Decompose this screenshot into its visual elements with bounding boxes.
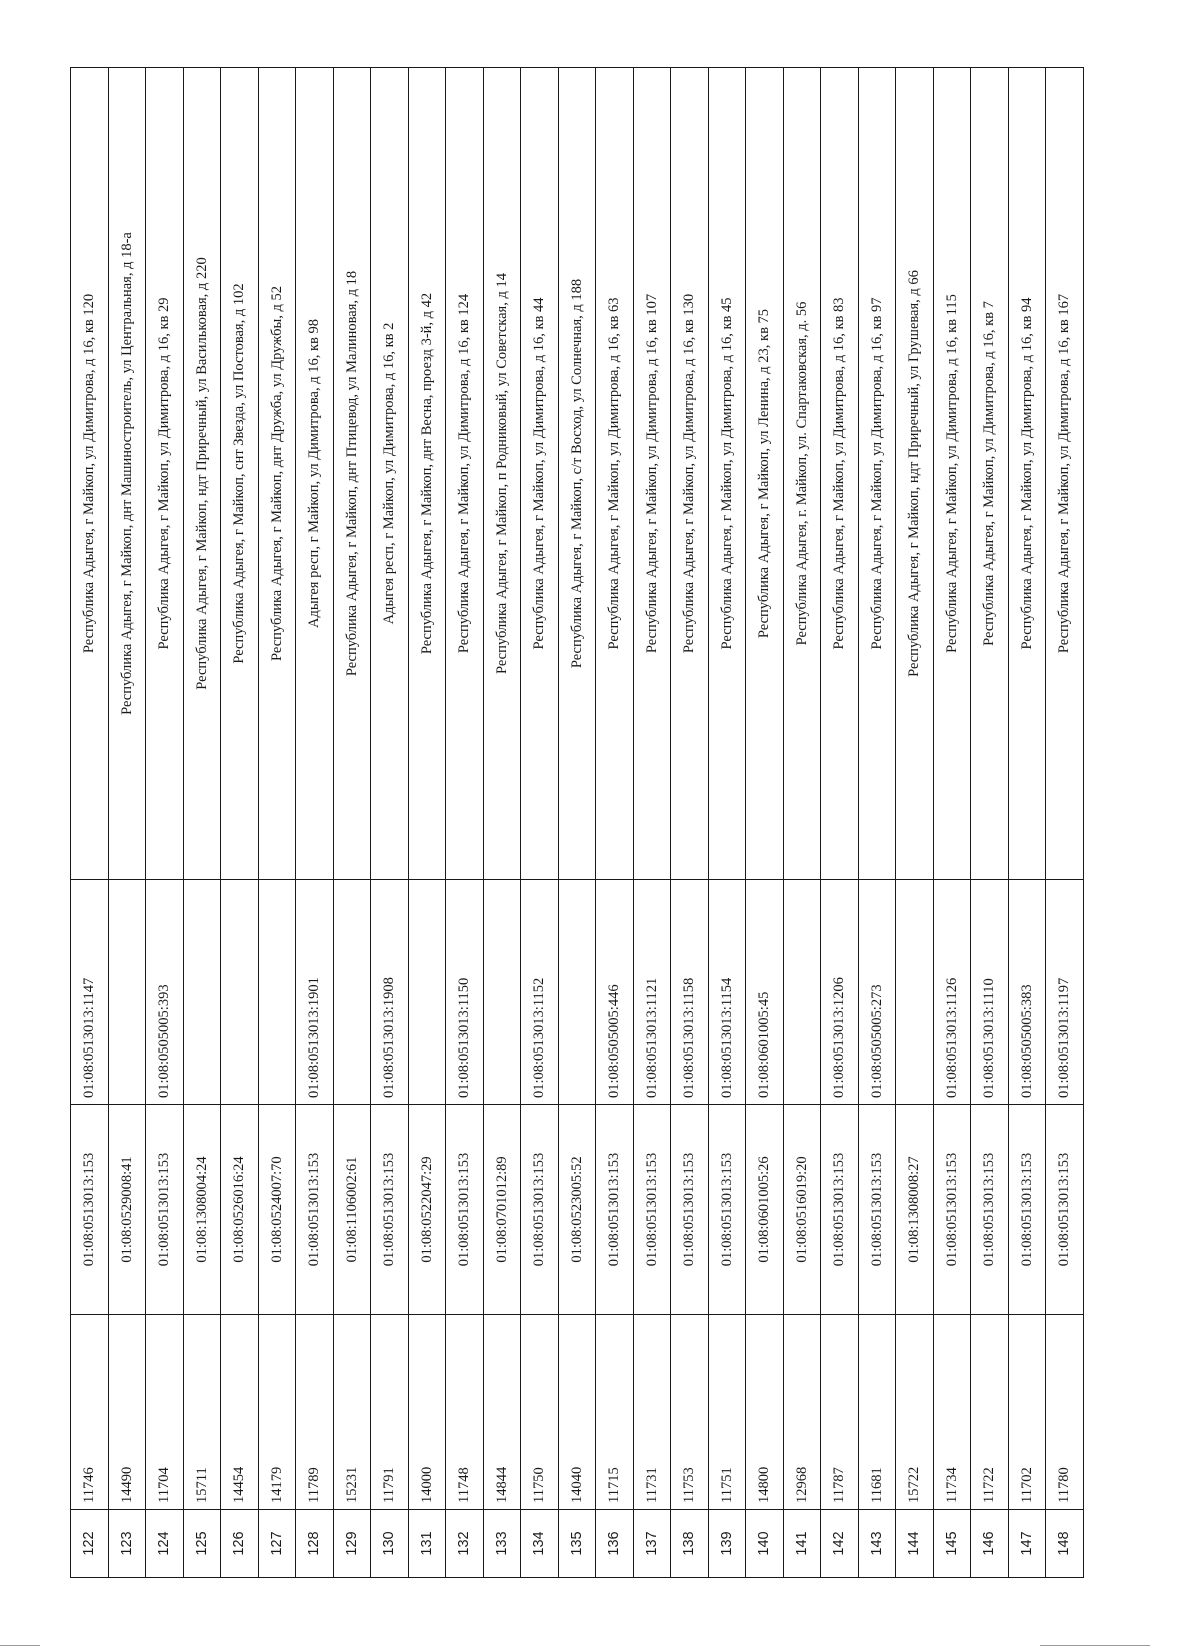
quarter-number: 01:08:0522047:29 bbox=[408, 1105, 446, 1315]
table-row bbox=[296, 68, 334, 1578]
table-row bbox=[971, 68, 1009, 1578]
cadastral-number: 01:08:0513013:1147 bbox=[71, 880, 109, 1105]
table-row bbox=[708, 68, 746, 1578]
row-number: 137 bbox=[633, 1510, 671, 1578]
table-row bbox=[146, 68, 184, 1578]
address: Республика Адыгея, г Майкоп, ул Димитрова, д 16, кв 63 bbox=[596, 68, 634, 880]
cadastral-number: 01:08:0513013:1110 bbox=[971, 880, 1009, 1105]
table-row bbox=[933, 68, 971, 1578]
table-row bbox=[71, 68, 109, 1578]
quarter-number: 01:08:0513013:153 bbox=[146, 1105, 184, 1315]
quarter-number: 01:08:0513013:153 bbox=[821, 1105, 859, 1315]
cadastral-number bbox=[333, 880, 371, 1105]
table-row bbox=[258, 68, 296, 1578]
table-row bbox=[596, 68, 634, 1578]
cadastral-number: 01:08:0505005:383 bbox=[1008, 880, 1046, 1105]
object-id: 14000 bbox=[408, 1315, 446, 1510]
address: Республика Адыгея, г Майкоп, ул Димитрова, д 16, кв 107 bbox=[633, 68, 671, 880]
address: Республика Адыгея, г Майкоп, ндт Приречный, ул Грушевая, д 66 bbox=[896, 68, 934, 880]
table-row bbox=[821, 68, 859, 1578]
object-id: 11734 bbox=[933, 1315, 971, 1510]
cadastral-number: 01:08:0513013:1121 bbox=[633, 880, 671, 1105]
object-id: 14040 bbox=[558, 1315, 596, 1510]
row-number: 127 bbox=[258, 1510, 296, 1578]
address: Республика Адыгея, г. Майкоп, ул. Спартаковская, д. 56 bbox=[783, 68, 821, 880]
quarter-number: 01:08:0516019:20 bbox=[783, 1105, 821, 1315]
table-row bbox=[558, 68, 596, 1578]
quarter-number: 01:08:0513013:153 bbox=[971, 1105, 1009, 1315]
object-id: 15711 bbox=[183, 1315, 221, 1510]
cadastral-number bbox=[408, 880, 446, 1105]
row-number: 135 bbox=[558, 1510, 596, 1578]
row-number: 148 bbox=[1046, 1510, 1084, 1578]
object-id: 14800 bbox=[746, 1315, 784, 1510]
row-number: 147 bbox=[1008, 1510, 1046, 1578]
object-id: 12968 bbox=[783, 1315, 821, 1510]
cadastral-number bbox=[896, 880, 934, 1105]
address: Республика Адыгея, г Майкоп, ул Димитрова, д 16, кв 167 bbox=[1046, 68, 1084, 880]
address: Республика Адыгея, г Майкоп, ул Димитрова, д 16, кв 124 bbox=[446, 68, 484, 880]
cadastral-number: 01:08:0513013:1901 bbox=[296, 880, 334, 1105]
cadastral-number: 01:08:0513013:1152 bbox=[521, 880, 559, 1105]
table-row bbox=[896, 68, 934, 1578]
object-id: 15722 bbox=[896, 1315, 934, 1510]
object-id: 11704 bbox=[146, 1315, 184, 1510]
quarter-number: 01:08:0513013:153 bbox=[858, 1105, 896, 1315]
quarter-number: 01:08:1308008:27 bbox=[896, 1105, 934, 1315]
address: Республика Адыгея, г Майкоп, ндт Приречный, ул Васильковая, д 220 bbox=[183, 68, 221, 880]
address: Республика Адыгея, г Майкоп, днт Дружба, ул Дружбы, д 52 bbox=[258, 68, 296, 880]
address: Республика Адыгея, г Майкоп, ул Ленина, д 23, кв 75 bbox=[746, 68, 784, 880]
quarter-number: 01:08:0601005:26 bbox=[746, 1105, 784, 1315]
quarter-number: 01:08:0513013:153 bbox=[1046, 1105, 1084, 1315]
table-row bbox=[1046, 68, 1084, 1578]
quarter-number: 01:08:0513013:153 bbox=[296, 1105, 334, 1315]
cadastral-number: 01:08:0505005:393 bbox=[146, 880, 184, 1105]
object-id: 11748 bbox=[446, 1315, 484, 1510]
row-number: 136 bbox=[596, 1510, 634, 1578]
cadastral-number: 01:08:0513013:1197 bbox=[1046, 880, 1084, 1105]
row-number: 141 bbox=[783, 1510, 821, 1578]
cadastral-number: 01:08:0513013:1908 bbox=[371, 880, 409, 1105]
cadastral-number bbox=[483, 880, 521, 1105]
quarter-number: 01:08:1106002:61 bbox=[333, 1105, 371, 1315]
row-number: 145 bbox=[933, 1510, 971, 1578]
scan-artifact-left bbox=[0, 1645, 40, 1646]
row-number: 134 bbox=[521, 1510, 559, 1578]
table-row bbox=[521, 68, 559, 1578]
object-id: 11751 bbox=[708, 1315, 746, 1510]
cadastral-number bbox=[108, 880, 146, 1105]
object-id: 11722 bbox=[971, 1315, 1009, 1510]
table-row bbox=[333, 68, 371, 1578]
row-number: 125 bbox=[183, 1510, 221, 1578]
table-row bbox=[371, 68, 409, 1578]
object-id: 11731 bbox=[633, 1315, 671, 1510]
object-id: 11787 bbox=[821, 1315, 859, 1510]
rotated-page bbox=[70, 68, 1085, 1578]
quarter-number: 01:08:0523005:52 bbox=[558, 1105, 596, 1315]
quarter-number: 01:08:0513013:153 bbox=[671, 1105, 709, 1315]
row-number: 131 bbox=[408, 1510, 446, 1578]
registry-table bbox=[70, 67, 1084, 1578]
quarter-number: 01:08:0529008:41 bbox=[108, 1105, 146, 1315]
table-row bbox=[108, 68, 146, 1578]
row-number: 140 bbox=[746, 1510, 784, 1578]
table-row bbox=[1008, 68, 1046, 1578]
cadastral-number: 01:08:0513013:1158 bbox=[671, 880, 709, 1105]
object-id: 11780 bbox=[1046, 1315, 1084, 1510]
address: Республика Адыгея, г Майкоп, снт Звезда, ул Постовая, д 102 bbox=[221, 68, 259, 880]
address: Республика Адыгея, г Майкоп, ул Димитрова, д 16, кв 83 bbox=[821, 68, 859, 880]
quarter-number: 01:08:0524007:70 bbox=[258, 1105, 296, 1315]
object-id: 14490 bbox=[108, 1315, 146, 1510]
cadastral-number: 01:08:0513013:1154 bbox=[708, 880, 746, 1105]
address: Адыгея респ, г Майкоп, ул Димитрова, д 16, кв 2 bbox=[371, 68, 409, 880]
address: Республика Адыгея, г Майкоп, днт Весна, проезд 3-й, д 42 bbox=[408, 68, 446, 880]
address: Республика Адыгея, г Майкоп, днт Машиностроитель, ул Центральная, д 18-а bbox=[108, 68, 146, 880]
object-id: 11753 bbox=[671, 1315, 709, 1510]
cadastral-number: 01:08:0513013:1126 bbox=[933, 880, 971, 1105]
table-row bbox=[221, 68, 259, 1578]
address: Адыгея респ, г Майкоп, ул Димитрова, д 16, кв 98 bbox=[296, 68, 334, 880]
object-id: 11681 bbox=[858, 1315, 896, 1510]
row-number: 133 bbox=[483, 1510, 521, 1578]
quarter-number: 01:08:0513013:153 bbox=[71, 1105, 109, 1315]
cadastral-number: 01:08:0505005:273 bbox=[858, 880, 896, 1105]
cadastral-number: 01:08:0513013:1206 bbox=[821, 880, 859, 1105]
scan-artifact-right bbox=[1040, 1645, 1150, 1646]
cadastral-number: 01:08:0601005:45 bbox=[746, 880, 784, 1105]
address: Республика Адыгея, г Майкоп, днт Птицевод, ул Малиновая, д 18 bbox=[333, 68, 371, 880]
row-number: 143 bbox=[858, 1510, 896, 1578]
quarter-number: 01:08:0513013:153 bbox=[446, 1105, 484, 1315]
address: Республика Адыгея, г Майкоп, ул Димитрова, д 16, кв 130 bbox=[671, 68, 709, 880]
quarter-number: 01:08:1308004:24 bbox=[183, 1105, 221, 1315]
table-row bbox=[633, 68, 671, 1578]
quarter-number: 01:08:0513013:153 bbox=[633, 1105, 671, 1315]
table-row bbox=[446, 68, 484, 1578]
address: Республика Адыгея, г Майкоп, ул Димитрова, д 16, кв 97 bbox=[858, 68, 896, 880]
cadastral-number: 01:08:0505005:446 bbox=[596, 880, 634, 1105]
object-id: 11746 bbox=[71, 1315, 109, 1510]
quarter-number: 01:08:0513013:153 bbox=[1008, 1105, 1046, 1315]
cadastral-number bbox=[221, 880, 259, 1105]
quarter-number: 01:08:0513013:153 bbox=[371, 1105, 409, 1315]
address: Республика Адыгея, г Майкоп, ул Димитрова, д 16, кв 45 bbox=[708, 68, 746, 880]
object-id: 11789 bbox=[296, 1315, 334, 1510]
address: Республика Адыгея, г Майкоп, ул Димитрова, д 16, кв 44 bbox=[521, 68, 559, 880]
cadastral-number bbox=[783, 880, 821, 1105]
cadastral-number: 01:08:0513013:1150 bbox=[446, 880, 484, 1105]
object-id: 11715 bbox=[596, 1315, 634, 1510]
row-number: 142 bbox=[821, 1510, 859, 1578]
object-id: 14179 bbox=[258, 1315, 296, 1510]
row-number: 122 bbox=[71, 1510, 109, 1578]
table-row bbox=[408, 68, 446, 1578]
object-id: 11750 bbox=[521, 1315, 559, 1510]
table-row bbox=[783, 68, 821, 1578]
object-id: 14844 bbox=[483, 1315, 521, 1510]
address: Республика Адыгея, г Майкоп, ул Димитрова, д 16, кв 29 bbox=[146, 68, 184, 880]
row-number: 138 bbox=[671, 1510, 709, 1578]
quarter-number: 01:08:0701012:89 bbox=[483, 1105, 521, 1315]
quarter-number: 01:08:0513013:153 bbox=[521, 1105, 559, 1315]
table-row bbox=[183, 68, 221, 1578]
row-number: 132 bbox=[446, 1510, 484, 1578]
row-number: 128 bbox=[296, 1510, 334, 1578]
cadastral-number bbox=[183, 880, 221, 1105]
registry-table-body bbox=[71, 68, 1084, 1578]
quarter-number: 01:08:0513013:153 bbox=[708, 1105, 746, 1315]
address: Республика Адыгея, г Майкоп, с/т Восход, ул Солнечная, д 188 bbox=[558, 68, 596, 880]
row-number: 130 bbox=[371, 1510, 409, 1578]
cadastral-number bbox=[258, 880, 296, 1105]
address: Республика Адыгея, г Майкоп, п Родниковый, ул Советская, д 14 bbox=[483, 68, 521, 880]
cadastral-number bbox=[558, 880, 596, 1105]
address: Республика Адыгея, г Майкоп, ул Димитрова, д 16, кв 120 bbox=[71, 68, 109, 880]
object-id: 14454 bbox=[221, 1315, 259, 1510]
table-row bbox=[483, 68, 521, 1578]
row-number: 123 bbox=[108, 1510, 146, 1578]
address: Республика Адыгея, г Майкоп, ул Димитрова, д 16, кв 115 bbox=[933, 68, 971, 880]
table-row bbox=[671, 68, 709, 1578]
quarter-number: 01:08:0513013:153 bbox=[933, 1105, 971, 1315]
table-row bbox=[746, 68, 784, 1578]
table-row bbox=[858, 68, 896, 1578]
quarter-number: 01:08:0513013:153 bbox=[596, 1105, 634, 1315]
object-id: 15231 bbox=[333, 1315, 371, 1510]
address: Республика Адыгея, г Майкоп, ул Димитрова, д 16, кв 94 bbox=[1008, 68, 1046, 880]
row-number: 129 bbox=[333, 1510, 371, 1578]
row-number: 124 bbox=[146, 1510, 184, 1578]
object-id: 11791 bbox=[371, 1315, 409, 1510]
row-number: 146 bbox=[971, 1510, 1009, 1578]
object-id: 11702 bbox=[1008, 1315, 1046, 1510]
quarter-number: 01:08:0526016:24 bbox=[221, 1105, 259, 1315]
row-number: 144 bbox=[896, 1510, 934, 1578]
row-number: 126 bbox=[221, 1510, 259, 1578]
address: Республика Адыгея, г Майкоп, ул Димитрова, д 16, кв 7 bbox=[971, 68, 1009, 880]
row-number: 139 bbox=[708, 1510, 746, 1578]
